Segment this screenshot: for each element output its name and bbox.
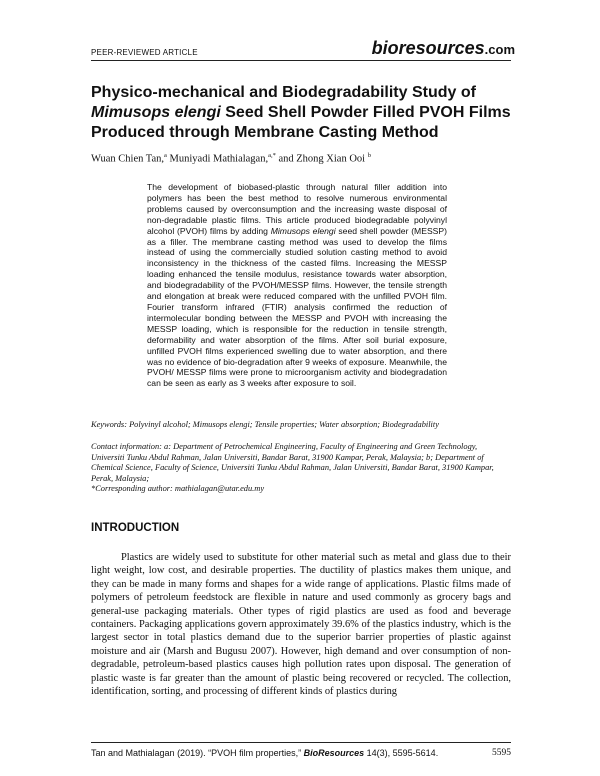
abstract-part-2: seed shell powder (MESSP) as a filler. The membrane casting method was used to develop the films instead of using the commercially studied solution casting method to avoid inconsistency in the thickness of the casted films. Increasing the MESSP loading enhanced the tensile modulus, resistance towards water absorption, and biodegradability of the PVOH/MESSP films. However, the tensile strength and elongation at break were reduced compared with the unfilled PVOH film. Fourier transform infrared (FTIR) analysis confirmed the reduction of intermolecular bonding between the MESSP and PVOH with increasing the MESSP loading, which is responsible for the reduction in tensile strength, deformability and water absorption of the films. After soil burial exposure, unfilled PVOH films experienced swelling due to water absorption, and there was no evidence of bio-degradation after 9 weeks of exposure. Meanwhile, the PVOH/ MESSP films were prone to microorganism activity and biodegradation can be seen as early as 3 weeks after exposure to soil. [147,225,448,389]
citation [91,748,438,758]
citation-prefix: Tan and Mathialagan (2019). “PVOH film properties,” [91,748,304,758]
introduction-paragraph: Plastics are widely used to substitute for other material such as metal and glass due to their light weight, low cost, and desirable properties. The ductility of plastics makes them unique, and they can be made in many forms and shapes for a wide range of applications. Plastic films made of polymers of petroleum feedstock are flexible in nature and used commonly as grocery bags and general-use packaging materials. Other types of rigid plastics are used as food and beverage containers. Packaging applications govern approximately 39.6% of the plastics industry, which is the largest sector in total plastics demand due to the superior barrier properties of plastic against moisture and air (Marsh and Bugusu 2007). However, high demand and over consumption of non-degradable, petroleum-based plastics causes high pollution rates upon disposal. The generation of plastic waste is far greater than the amount of plastic being recovered or recycled. The collection, identification, sorting, and processing of different kinds of plastics during [91,552,511,698]
abstract-part-1: The development of biobased-plastic through natural filler addition into polymers has been the best method to resolve numerous environmental problems caused by overconsumption and the increasing waste disposal of non-degradable plastic films. This article produced biodegradable polyvinyl alcohol (PVOH) films by adding [147,182,447,236]
author-1: Wuan Chien Tan, [91,153,165,165]
corresponding-mark: * [272,152,276,159]
section-heading-introduction: INTRODUCTION [91,522,180,534]
journal-brand [372,38,515,59]
citation-suffix: 14(3), 5595-5614. [364,748,439,758]
corresponding-author: *Corresponding author: mathialagan@utar.edu.my [91,484,265,494]
contact-information [91,442,511,495]
title-line-1: Physico-mechanical and Biodegradability Study of [91,84,476,101]
abstract-species: Mimusops elengi [270,225,336,236]
author-1-affiliation: a [164,152,167,159]
brand-main: bioresources [371,38,485,58]
page-number: 5595 [492,748,511,758]
author-3-affiliation: b [367,152,371,159]
title-line-3: Produced through Membrane Casting Method [91,124,439,141]
author-2: Muniyadi Mathialagan, [166,153,269,165]
page-footer [91,742,511,765]
title-line-2 [91,103,511,123]
article-title [91,83,511,143]
author-3: and Zhong Xian Ooi [275,153,366,165]
title-line-2-rest: Seed Shell Powder Filled PVOH Films [220,104,511,121]
page-header [91,36,515,61]
citation-journal: BioResources [303,748,365,758]
section-label: PEER-REVIEWED ARTICLE [91,48,198,57]
author-2-affiliation-letter: a, [268,152,273,159]
author-2-affiliation [268,152,276,159]
author-list [91,152,511,165]
brand-tld: .com [484,42,515,57]
title-species: Mimusops elengi [91,104,221,121]
abstract [147,182,447,389]
keywords: Keywords: Polyvinyl alcohol; Mimusops elengi; Tensile properties; Water absorption; Biodegradability [91,420,439,429]
affiliations: Contact information: a: Department of Petrochemical Engineering, Faculty of Engineering and Green Technology, Universiti Tunku Abdul Rahman, Jalan Universiti, Bandar Barat, 31900 Kampar, Perak, Malaysia; b; Department of Chemical Science, Faculty of Science, Universiti Tunku Abdul Rahman, Jalan Universiti, Bandar Barat, 31900 Kampar, Perak, Malaysia; [91,442,494,483]
